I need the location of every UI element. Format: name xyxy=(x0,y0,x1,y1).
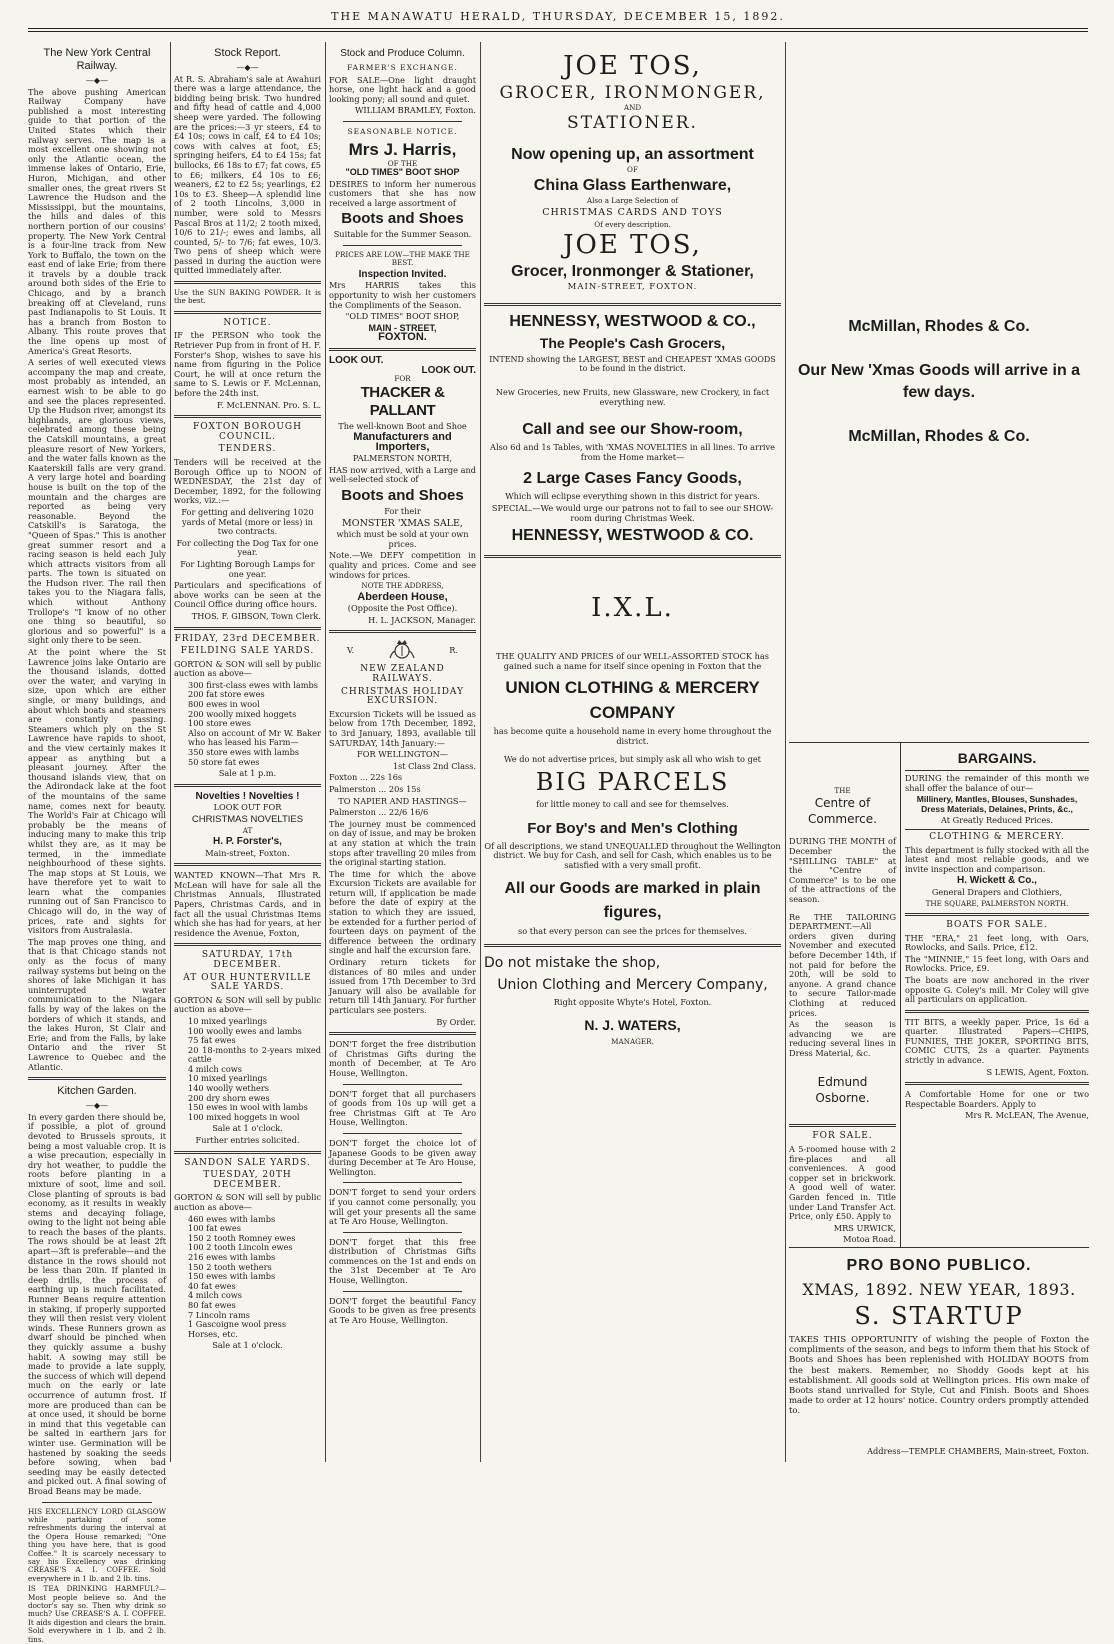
waters-name: N. J. WATERS, xyxy=(584,1016,681,1033)
sale-item: 100 fat ewes xyxy=(188,1223,241,1234)
advert-text: Use the SUN BAKING POWDER. It is the best. xyxy=(174,288,321,306)
mcmillan-heading: McMillan, Rhodes & Co. xyxy=(848,318,1030,335)
joe-tos-heading: JOE TOS, xyxy=(563,51,702,81)
novelties-text: LOOK OUT FOR xyxy=(213,802,282,813)
novelties-address: Main-street, Foxton. xyxy=(205,847,290,858)
wanted-text: WANTED KNOWN—That Mrs R. McLean will have for sale all the Christmas Annuals, Illustrated Papers, Christmas Cards, and in fact all the usual Christmas Items which she has had for years, at her residence the Avenue, Foxton, xyxy=(174,870,321,938)
sale-date: FRIDAY, 23rd DECEMBER. xyxy=(174,633,321,644)
article-heading: Kitchen Garden. xyxy=(57,1085,137,1098)
railway-subheading: CHRISTMAS HOLIDAY EXCURSION. xyxy=(340,686,465,707)
column-divider xyxy=(325,42,326,1462)
sale-item: 350 store ewes with lambs xyxy=(188,747,300,758)
fare-row: Foxton ... 22s 16s xyxy=(329,772,403,783)
centre-of-commerce-ad: THE Centre of Commerce. DURING THE MONTH of December the "SHILLING TABLE" at the "Centre of Commerce" is to be one of the attractions of the season. Re THE TAILORING DEPARTMENT.—All orders given during November and executed before December 14th, if not paid for before the 20th, will be sold to anyone. A grand chance to secure Tailor-made Clothing at reduced prices. As the season is advancing we are reducing several lines in Dress Material, &c. Edmund Osborne. FOR SALE. A 5-roomed house with 2 fire-places and all conveniences. A good copper set in brickwork. A good well of water. Garden fenced in. Title under Land Transfer Act. Price, only £50. Apply to MRS URWICK, Motoa Road. xyxy=(789,786,896,1245)
advert-text: HIS EXCELLENCY LORD GLASGOW while partaking of some refreshments during the interval at the Opera House remarked; "One thing you have here, that is good Coffee." It is scarcely necessary to say his Excellency was drinking CREASE'S A. I. COFFEE. Sold everywhere in 1 lb. and 2 lb. tins. xyxy=(28,1506,166,1583)
sale-time: Sale at 1 p.m. xyxy=(218,768,277,779)
fare-row: Palmerston ... 22/6 16/6 xyxy=(329,807,429,818)
sale-item: 216 ewes with lambs xyxy=(188,1251,276,1262)
startup-ad: PRO BONO PUBLICO. XMAS, 1892. NEW YEAR, 1893. S. STARTUP TAKES THIS OPPORTUNITY of wishing the people of Foxton the compliments of the season, and begs to inform them that his Stock of Boots and Shoes has been replenished with HOLIDAY BOOTS from the best makers. Remember, no Shoddy Goods kept at his establishment. All goods sold at Wellington prices. His own make of Boots stand unrivalled for Style, Cut and Finish. Boots and Shoes made to order at 12 hours' notice. Country orders promptly attended to. Address—TEMPLE CHAMBERS, Main-street, Foxton. xyxy=(789,1257,1089,1456)
column-2: Stock Report. —◆— At R. S. Abraham's sale at Awahuri there was a large attendance, the bidding being brisk. Two hundred and fifty head of cattle and 4,000 sheep were yarded. The following are the prices:—3 yr steers, £4 to £4 10s; cows in calf, £4 to £4 10s; cows with calves at foot, £5; springing heifers, £4 to £4 15s; fat bullocks, £6 18s to £7; fat cows, £5 to £6; milkers, £4 10s to £6; weaners, £2 to £2 5s; yearlings, £2 10s to £3. Sheep—A splendid line of 2 tooth Lincolns, 3,000 in number, were sold to Messrs Pascal Bros at 11/2; 2 tooth mixed, 10/6 to 21/-; ewes and lambs, all counted, 5/- to 7/6; fat ewes, 10/3. Two pens of sheep which were passed in during the auction were quitted immediately after. Use the SUN BAKING POWDER. It is the best. NOTICE. IF the PERSON who took the Retriever Pup from in front of H. F. Forster's Shop, wishes to save his name from figuring in the Police Court, he will at once return the same to S. Lewis or F. McLennan, before the 24th inst. F. McLENNAN. Pro. S. L. FOXTON BOROUGH COUNCIL. TENDERS. Tenders will be received at the Borough Office up to NOON of WEDNESDAY, the 21st day of December, 1892, for the following works, viz.:— For getting and delivering 1020 yards of Metal (more or less) in two contracts. For collecting the Dog Tax for one year. For Lighting Borough Lamps for one year. Particulars and specifications of above works can be seen at the Council Office during office hours. THOS. F. GIBSON, Town Clerk. FRIDAY, 23rd DECEMBER. FEILDING SALE YARDS. GORTON & SON will sell by public auction as above— 300 first-class ewes with lambs 200 fat store ewes 800 ewes in wool 200 woolly mixed hoggets 100 store ewes Also on account of Mr W. Baker who has leased his Farm— 350 store ewes with lambs 50 store fat ewes Sale at 1 p.m. Novelties ! Novelties ! LOOK OUT FOR CHRISTMAS NOVELTIES AT H. P. Forster's, Main-street, Foxton. WANTED KNOWN—That Mrs R. McLean will have for sale all the Christmas Annuals, Illustrated Papers, Christmas Cards, and in fact all the usual Christmas Items which she has had for years, at her residence the Avenue, Foxton, SATURDAY, 17th DECEMBER. AT OUR HUNTERVILLE SALE YARDS. GORTON & SON will sell by public auction as above— 10 mixed yearlings 100 woolly ewes and lambs 75 fat ewes 20 18-months to 2-years mixed cattle 4 milch cows 10 mixed yearlings 140 woolly wethers 200 dry shorn ewes 150 ewes in wool with lambs 100 mixed hoggets in wool Sale at 1 o'clock. Further entries solicited. SANDON SALE YARDS. TUESDAY, 20TH DECEMBER. GORTON & SON will sell by public auction as above— 460 ewes with lambs 100 fat ewes 150 2 tooth Romney ewes 100 2 tooth Lincoln ewes 216 ewes with lambs 150 2 tooth wethers 150 ewes with lambs 40 fat ewes 4 milch cows 80 fat ewes 7 Lincoln rams 1 Gascoigne wool press Horses, etc. Sale at 1 o'clock. xyxy=(174,47,321,1351)
article-paragraph: The above pushing American Railway Company have published a most interesting guide to that portion of the United States which their railway serves. The map is a most excellent one showing not only the Atlantic ocean, the immense lakes of Ontario, Erie, Huron, Michigan, and other smaller ones, the great rivers St Lawrence the Hudson and the Mississippi, but the mountains, the hills and dales of this northern portion of our cousins' property. The New York Central is a four-line track from New York to Buffalo, the town on the east end of lake Erie; from there it travels by a double track around both sides of the Erie to Chicago, and by a branch breaking off at Cleveland, runs past Indianapolis to St Louis. It has a branch from Boston to Albany. This route proves that the line opens up most of America's Great Resorts. xyxy=(28,86,166,356)
council-text: Particulars and specifications of above works can be seen at the Council Office during office hours. xyxy=(174,580,321,610)
union-clothing-heading: UNION CLOTHING & MERCERY COMPANY xyxy=(505,678,760,723)
sale-item: 4 milch cows xyxy=(188,1063,242,1074)
sale-item: 50 store fat ewes xyxy=(188,756,260,767)
sale-intro: GORTON & SON will sell by public auction as above— xyxy=(174,994,321,1015)
sale-item: Also on account of Mr W. Baker who has leased his Farm— xyxy=(188,727,321,748)
masthead-rule-2 xyxy=(28,31,1088,32)
sale-item: 80 fat ewes xyxy=(188,1299,236,1310)
column-divider xyxy=(785,42,786,1462)
sale-item: 150 2 tooth Romney ewes xyxy=(188,1232,296,1243)
notice-heading: SEASONABLE NOTICE. xyxy=(347,126,458,136)
sale-item: 150 ewes in wool with lambs xyxy=(188,1102,308,1113)
notice-text: IF the PERSON who took the Retriever Pup from in front of H. F. Forster's Shop, wishes to save his name from figuring in the Police Court, he will at once return the same to S. Lewis or F. McLennan, before the 24th inst. xyxy=(174,330,321,399)
sale-item: 150 2 tooth wethers xyxy=(188,1261,272,1272)
article-heading: The New York Central Railway. xyxy=(43,47,151,72)
forsale-signature: WILLIAM BRAMLEY, Foxton. xyxy=(355,105,476,116)
sale-item: 200 fat store ewes xyxy=(188,689,265,700)
joe-tos-heading: JOE TOS, xyxy=(563,230,702,261)
fare-row: Palmerston ... 20s 15s xyxy=(329,783,421,794)
harris-boots: Boots and Shoes xyxy=(341,210,464,228)
dont-forget-text: DON'T forget the beautiful Fancy Goods to be given as free presents at Te Aro House, Wellington. xyxy=(329,1295,476,1325)
sale-item: 10 mixed yearlings xyxy=(188,1015,267,1026)
article-paragraph: At the point where the St Lawrence joins lake Ontario are the thousand islands, dotted over the water, and varying in size, upon which are either single, or many buildings, and about which boats and steamers are constantly passing. Steamers which ply on the St Lawrence have rapids to shoot, and the view certainly makes it appear as anything but a pleasant journey. After the thousand islands view, that on the Adirondack lake at the foot of the mountains of the same name, comes next for beauty. The World's Fair at Chicago will probably be the means of inducing many to make this trip whilst they are, as it may be termed, in the immediate neighbourhood of these sights. The map stops at St Louis, we have therefore yet to wait to learn what the companies running out of San Francisco to Chicago will do, in the way of prices, rate and sights for visitors from Australasia. xyxy=(28,647,166,936)
masthead-rule xyxy=(28,28,1088,29)
column-divider xyxy=(170,42,171,1462)
harris-text: DESIRES to inform her numerous customers that she has now received a large assortment of xyxy=(329,178,476,208)
masthead: THE MANAWATU HERALD, THURSDAY, DECEMBER 15, 1892. xyxy=(331,10,785,23)
dont-forget-text: DON'T forget the free distribution of Christmas Gifts during the month of December, at Te Aro House, Wellington. xyxy=(329,1039,476,1078)
sale-item: 20 18-months to 2-years mixed cattle xyxy=(188,1044,321,1065)
sale-item: 200 dry shorn ewes xyxy=(188,1092,270,1103)
sale-item: 7 Lincoln rams xyxy=(188,1309,250,1320)
article-heading: Stock Report. xyxy=(214,47,281,59)
notice-heading: NOTICE. xyxy=(223,317,272,328)
royal-crest-icon xyxy=(387,638,417,662)
column-5: McMillan, Rhodes & Co. Our New 'Xmas Goods will arrive in a few days. McMillan, Rhodes & Co. THE Centre of Commerce. DURING THE MONTH of December the "SHILLING TABLE" at the "Centre of Commerce" is to be one of the attractions of the season. Re THE TAILORING DEPARTMENT.—All orders given during November and executed before December 14th, if not paid for before the 20th, will be sold to anyone. A grand chance to secure Tailor-made Clothing at reduced prices. As the season is advancing we are reducing several lines in Dress Material, &c. Edmund Osborne. FOR SALE. A 5-roomed house with 2 fire-places and all conveniences. A good copper set in brickwork. A good well of water. Garden fenced in. Title under Land Transfer Act. Price, only £50. Apply to MRS URWICK, Motoa Road. BARGAINS. DURING the remainder of this month we shall offer the balance of our— Millinery, Mantles, Blouses, Sunshades, Dress Materials, Delaines, Prints, &c., At Greatly Reduced Prices. CLOTHING & MERCERY. This department is fully stocked with all the latest and most reliable goods, and we invite inspection and comparison. H. Wickett & Co., General Drapers and Clothiers, THE SQUARE, PALMERSTON NORTH. BOATS FOR SALE. THE "ERA," 21 feet long, with Oars, Rowlocks, and Sails. Price, £12. The "MINNIE," 15 feet long, with Oars and Rowlocks. Price, £9. The boats are now anchored in the river opposite G. Coley's mill. Mr Coley will give all particulars on application. TIT BITS, a weekly paper. Price, 1s 6d a quarter. Illustrated Papers—CHIPS, FUNNIES, THE JOKER, SPORTING BITS, COMIC CUTS, 2s a quarter. Payments strictly in advance. S LEWIS, Agent, Foxton. A Comfortable Home for one or two Respectable Boarders. Apply to Mrs R. McLEAN, The Avenue, PRO BONO PUBLICO. XMAS, 1892. NEW YEAR, 1893. S. STARTUP TAKES THIS OPPORTUNITY of wishing the people of Foxton the compliments of the season, and begs to inform them that his Stock of Boots and Shoes has been replenished with HOLIDAY BOOTS from the best makers. Remember, no Shoddy Goods kept at his establishment. All goods sold at Wellington prices. His own make of Boots stand unrivalled for Style, Cut and Finish. Boots and Shoes made to order at 12 hours' notice. Country orders promptly attended to. Address—TEMPLE CHAMBERS, Main-street, Foxton. xyxy=(789,44,1089,1464)
dont-forget-text: DON'T forget to send your orders if you cannot come personally, you will get your presents all the same at Te Aro House, Wellington. xyxy=(329,1187,476,1227)
bargains-heading: BARGAINS. xyxy=(957,750,1037,766)
sale-item: 100 store ewes xyxy=(188,718,251,729)
harris-name: Mrs J. Harris, xyxy=(348,139,457,159)
sale-list xyxy=(174,1215,321,1340)
novelties-heading: Novelties ! Novelties ! xyxy=(195,790,300,802)
article-paragraph: The map proves one thing, and that is that Chicago stands not only as the focus of many railway systems but being on the shores of lake Michigan it has uninterrupted water communication to the Niagara falls by way of the lakes on the borders of which it stands, and the lakes Huron, St Clair and Erie; and from the Falls, by lake Ontario and the river St Lawrence to Quebec and the Atlantic. xyxy=(28,936,166,1072)
sale-list xyxy=(174,681,321,767)
dont-forget-text: DON'T forget that this free distribution of Christmas Gifts commences on the 1st and ends on the 31st December at Te Aro House, Wellington. xyxy=(329,1236,476,1286)
sale-item: 140 woolly wethers xyxy=(188,1083,269,1094)
article-paragraph: In every garden there should be, if possible, a plot of ground devoted to Brussels sprouts, it being a most valuable crop. It is a wise precaution, especially in dry hot weather, to puddle the roots before planting in a mixture of soot, lime and soil. Close planting of sprouts is bad economy, as it results in weakly stems and decaying foliage, owing to the light not being able to reach the bases of the plants. The rows should be at least 2ft apart—3ft is preferable—and the distance in the rows should not be less than 20in. If planted in deep drills, the process of earthing up is much facilitated. Runner Beans require attention in staking, if properly supported they will then resist very violent winds. These Runners grown as dwarf should be pinched when they quickly assume a bushy habit. A sowing may still be made to provide a late supply, the success of which will depend much on the early or late occurrence of autumn frost. If more are produced than can be at once used, it should be borne in mind that this vegetable can be salted in earthern jars for winter use. Germination will be hastened by soaking the seeds before sowing, when bad seeding may be easily detected and picked out. A final sowing of Broad Beans may be made. xyxy=(28,1111,166,1496)
pro-bono-heading: PRO BONO PUBLICO. xyxy=(846,1257,1032,1274)
sale-item: 300 first-class ewes with lambs xyxy=(188,679,318,690)
council-heading: FOXTON BOROUGH COUNCIL. xyxy=(193,422,302,442)
forsale-text: FOR SALE—One light draught horse, one light hack and a good looking pony; all sound and quiet. xyxy=(329,74,476,104)
column-divider xyxy=(480,42,481,1462)
article-paragraph: At R. S. Abraham's sale at Awahuri there was a large attendance, the bidding being brisk. Two hundred and fifty head of cattle and 4,000 sheep were yarded. The following are the prices:—3 yr steers, £4 to £4 10s; cows in calf, £4 to £4 10s; cows with calves at foot, £5; springing heifers, £4 to £4 15s; fat bullocks, £6 18s to £7; fat cows, £5 to £6; milkers, £4 10s to £6; weaners, £2 to £2 5s; yearlings, £2 10s to £3. Sheep—A splendid line of 2 tooth Lincolns, 3,000 in number, were sold to Messrs Pascal Bros at 11/2; 2 tooth mixed, 10/6 to 21/-; ewes and lambs, all counted, 5/- to 7/6; fat ewes, 10/3. Two pens of sheep which were passed in during the auction were quitted immediately after. xyxy=(174,73,321,276)
sale-item: 10 mixed yearlings xyxy=(188,1073,267,1084)
sale-time: Sale at 1 o'clock. xyxy=(212,1123,283,1134)
council-item: For getting and delivering 1020 yards of Metal (more or less) in two contracts. xyxy=(181,506,314,537)
sale-item: Horses, etc. xyxy=(188,1328,238,1339)
sale-intro: GORTON & SON will sell by public auction as above— xyxy=(174,658,321,679)
harris-inspection: Inspection Invited. xyxy=(358,268,447,280)
column-heading: Stock and Produce Column. xyxy=(340,48,465,59)
sale-item: 1 Gascoigne wool press xyxy=(188,1319,287,1330)
sale-item: 75 fat ewes xyxy=(188,1035,236,1046)
council-signature: THOS. F. GIBSON, Town Clerk. xyxy=(191,610,321,621)
dont-forget-text: DON'T forget the choice lot of Japanese Goods to be given away during December at Te Aro House, Wellington. xyxy=(329,1137,476,1177)
startup-name: S. STARTUP xyxy=(854,1302,1024,1330)
big-parcels-heading: BIG PARCELS xyxy=(535,768,730,797)
column-3: Stock and Produce Column. FARMER'S EXCHANGE. FOR SALE—One light draught horse, one light hack and a good looking pony; all sound and quiet. WILLIAM BRAMLEY, Foxton. SEASONABLE NOTICE. Mrs J. Harris, OF THE "OLD TIMES" BOOT SHOP DESIRES to inform her numerous customers that she has now received a large assortment of Boots and Shoes Suitable for the Summer Season. PRICES ARE LOW—THE MAKE THE BEST. Inspection Invited. Mrs HARRIS takes this opportunity to wish her customers the Compliments of the Season. "OLD TIMES" BOOT SHOP, MAIN - STREET, FOXTON. LOOK OUT. LOOK OUT. FOR THACKER & PALLANT The well-known Boot and Shoe Manufacturers and Importers, PALMERSTON NORTH, HAS now arrived, with a Large and well-selected stock of Boots and Shoes For their MONSTER 'XMAS SALE, which must be sold at your own prices. Note.—We DEFY competition in quality and prices. Come and see windows for prices. NOTE THE ADDRESS, Aberdeen House, (Opposite the Post Office). H. L. JACKSON, Manager. V. R. NEW ZEALAND RAILWAYS. CHRISTMAS HOLIDAY EXCURSION. Excursion Tickets will be issued as below from 17th December, 1892, to 3rd January, 1893, available till SATURDAY, 14th January:— FOR WELLINGTON— 1st Class 2nd Class. Foxton ... 22s 16s Palmerston ... 20s 15s TO NAPIER AND HASTINGS— Palmerston ... 22/6 16/6 The journey must be commenced on day of issue, and may be broken at any station at which the train stops after travelling 20 miles from the original starting station. The time for which the above Excursion Tickets are available for return will, if application be made before the date of expiry at the station to which they are issued, be extended for a further period of fourteen days on payment of the difference between the ordinary single and half the excursion fare. Ordinary return tickets for distances of 80 miles and under issued from 17th December to 3rd January will also be available for return till 14th January. For further particulars see posters. By Order. DON'T forget the free distribution of Christmas Gifts during the month of December, at Te Aro House, Wellington. DON'T forget that all purchasers of goods from 10s up will get a free Christmas Gift at Te Aro House, Wellington. DON'T forget the choice lot of Japanese Goods to be given away during December at Te Aro House, Wellington. DON'T forget to send your orders if you cannot come personally, you will get your presents all the same at Te Aro House, Wellington. DON'T forget that this free distribution of Christmas Gifts commences on the 1st and ends on the 31st December at Te Aro House, Wellington. DON'T forget the beautiful Fancy Goods to be given as free presents at Te Aro House, Wellington. xyxy=(329,48,476,1325)
look-out: LOOK OUT. xyxy=(329,354,384,366)
hennessy-heading: HENNESSY, WESTWOOD & CO., xyxy=(509,312,756,330)
council-text: Tenders will be received at the Borough Office up to NOON of WEDNESDAY, the 21st day of December, 1892, for the following works, viz.:— xyxy=(174,457,321,506)
sale-heading: AT OUR HUNTERVILLE SALE YARDS. xyxy=(183,972,312,993)
ixl-heading: I.X.L. xyxy=(591,593,674,624)
sale-intro: GORTON & SON will sell by public auction as above— xyxy=(174,1192,321,1212)
sale-time: Sale at 1 o'clock. xyxy=(212,1340,283,1351)
sale-item: 200 woolly mixed hoggets xyxy=(188,708,297,719)
sale-item: 100 mixed hoggets in wool xyxy=(188,1111,300,1122)
sale-list xyxy=(174,1017,321,1123)
sale-heading: SANDON SALE YARDS. xyxy=(184,1157,311,1168)
thacker-pallant-name: THACKER & PALLANT xyxy=(360,383,445,419)
sale-item: 40 fat ewes xyxy=(188,1280,236,1291)
column-1: The New York Central Railway. —◆— The above pushing American Railway Company have published a most interesting guide to that portion of the United States which their railway serves. The map is a most excellent one showing not only the Atlantic ocean, the immense lakes of Ontario, Erie, Huron, Michigan, and other smaller ones, the great rivers St Lawrence the Hudson and the Mississippi, but the mountains, the hills and dales of this northern portion of our cousins' property. The New York Central is a four-line track from New York to Buffalo, the town on the east end of lake Erie; from there it travels by a double track around both sides of the Erie to Chicago, and by a branch breaking off at Cleveland, runs past Indianapolis to St Louis. It has a branch from Boston to Albany. This route proves that the line opens up most of America's Great Resorts. A series of well executed views accompany the map and create, most probably as intended, an earnest wish to be able to go and see the places represented. Up the Hudson river, amongst its highlands, are glorious views, celebrated among these being the Catskill mountains, a great pleasure resort of New Yorkers, and the water falls known as the Kaaterskill falls are very grand. A very large hotel and boarding house is built on the top of the mountain and the charges are reported as being very reasonable. Beyond the Catskill's is Saratoga, the "Queen of Spas." This is another great summer resort and a racing season is held each July which attracts visitors from all parts. The town is situated on the Hudson river. The rail then takes you to the Niagara falls, which without Anthony Trollope's "I know of no other one thing so beautiful, so glorious and so powerful" is a sight only there to be seen. At the point where the St Lawrence joins lake Ontario are the thousand islands, dotted over the water, and varying in size, upon which are either single, or many buildings, and about which boats and steamers are constantly passing. Steamers which ply on the St Lawrence have rapids to shoot, and the view certainly makes it appear as anything but a pleasant journey. After the thousand islands view, that on the Adirondack lake at the foot of the mountains of the same name, comes next for beauty. The World's Fair at Chicago will probably be the means of inducing many to make this trip whilst they are, as it may be termed, in the immediate neighbourhood of these sights. The map stops at St Louis, we have therefore yet to wait to learn what the companies running out of San Francisco to Chicago will do, in the way of prices, rate and sights for visitors from Australasia. The map proves one thing, and that is that Chicago stands not only as the focus of many railway systems but being on the shores of lake Michigan it has uninterrupted water communication to the Niagara falls by way of the lakes on the borders of which it stands, and the lakes Huron, St Clair and Erie; and from the Falls, by lake Ontario and the river St Lawrence to Quebec and the Atlantic. Kitchen Garden. —◆— In every garden there should be, if possible, a plot of ground devoted to Brussels sprouts, it being a most valuable crop. It is a wise precaution, especially in dry hot weather, to puddle the roots before planting in a mixture of soot, lime and soil. Close planting of sprouts is bad economy, as it results in weakly stems and decaying foliage, owing to the light not being able to reach the bases of the plants. The rows should be at least 2ft apart—3ft is preferable—and the distance in the rows should not be less than 20in. If planted in deep drills, the process of earthing up is much facilitated. Runner Beans require attention in staking, if properly supported they will then resist very violent winds. These Runners grown as dwarf should be pinched when they quickly assume a bushy habit. A sowing may still be made to provide a late supply, the success of which will depend much on the early or late occurrence of autumn frost. If more are produced than can be at once used, it should be borne in mind that this vegetable can be salted in earthern jars for winter use. Germination will be hastened by soaking the seeds before sowing, when bad seeding may be easily detected and picked out. A final sowing of Broad Beans may be made. HIS EXCELLENCY LORD GLASGOW while partaking of some refreshments during the interval at the Opera House remarked; "One thing you have here, that is good Coffee." It is scarcely necessary to say his Excellency was drinking CREASE'S A. I. COFFEE. Sold everywhere in 1 lb. and 2 lb. tins. IS TEA DRINKING HARMFUL?—Most people believe so. And the doctor's say so. Then why drink so much? Use CREASE'S A. I. COFFEE. It aids digestion and clears the brain. Sold everywhere in 1 lb. and 2 lb. tins. xyxy=(28,47,166,1644)
sale-item: 100 2 tooth Lincoln ewes xyxy=(188,1242,293,1253)
council-item: For collecting the Dog Tax for one year. xyxy=(176,537,319,558)
council-item: For Lighting Borough Lamps for one year. xyxy=(180,558,315,579)
council-subheading: TENDERS. xyxy=(218,444,277,455)
harris-shop: "OLD TIMES" BOOT SHOP xyxy=(345,166,460,177)
advert-text: IS TEA DRINKING HARMFUL?—Most people believe so. And the doctor's say so. Then why drink so much? Use CREASE'S A. I. COFFEE. It aids digestion and clears the brain. Sold everywhere in 1 lb. and 2 lb. tins. xyxy=(28,1584,166,1644)
novelties-name: H. P. Forster's, xyxy=(213,836,282,847)
osborne-name: Edmund Osborne. xyxy=(815,1075,870,1106)
sale-item: 150 ewes with lambs xyxy=(188,1271,276,1282)
sale-item: 460 ewes with lambs xyxy=(188,1213,276,1224)
sale-date: TUESDAY, 20TH DECEMBER. xyxy=(203,1170,292,1190)
sale-heading: FEILDING SALE YARDS. xyxy=(180,646,315,657)
look-out: LOOK OUT. xyxy=(421,364,476,376)
sale-item: 800 ewes in wool xyxy=(188,699,260,710)
dont-forget-text: DON'T forget that all purchasers of goods from 10s up will get a free Christmas Gift at Te Aro House, Wellington. xyxy=(329,1088,476,1128)
column-subheading: FARMER'S EXCHANGE. xyxy=(347,63,458,72)
royal-crest-row: V. R. xyxy=(329,638,476,662)
wickett-name: H. Wickett & Co., xyxy=(957,875,1037,887)
article-paragraph: A series of well executed views accompany the map and create, most probably as intended, an earnest wish to be able to go and see the places represented. Up the Hudson river, amongst its highlands, are glorious views, celebrated among these being the Catskill mountains, a great pleasure resort of New Yorkers, and the water falls known as the Kaaterskill falls are very grand. A very large hotel and boarding house is built on the top of the mountain and the charges are reported as being very reasonable. Beyond the Catskill's is Saratoga, the "Queen of Spas." This is another great summer resort and a racing season is held each July which attracts visitors from all parts. The town is situated on the Hudson river. The rail then takes you to the Niagara falls, which without Anthony Trollope's "I know of no other one thing so beautiful, so glorious and so powerful" is a sight only there to be seen. xyxy=(28,357,166,646)
bargains-ad: BARGAINS. DURING the remainder of this month we shall offer the balance of our— Millinery, Mantles, Blouses, Sunshades, Dress Materials, Delaines, Prints, &c., At Greatly Reduced Prices. CLOTHING & MERCERY. This department is fully stocked with all the latest and most reliable goods, and we invite inspection and comparison. H. Wickett & Co., General Drapers and Clothiers, THE SQUARE, PALMERSTON NORTH. BOATS FOR SALE. THE "ERA," 21 feet long, with Oars, Rowlocks, and Sails. Price, £12. The "MINNIE," 15 feet long, with Oars and Rowlocks. Price, £9. The boats are now anchored in the river opposite G. Coley's mill. Mr Coley will give all particulars on application. TIT BITS, a weekly paper. Price, 1s 6d a quarter. Illustrated Papers—CHIPS, FUNNIES, THE JOKER, SPORTING BITS, COMIC CUTS, 2s a quarter. Payments strictly in advance. S LEWIS, Agent, Foxton. A Comfortable Home for one or two Respectable Boarders. Apply to Mrs R. McLEAN, The Avenue, xyxy=(905,750,1089,1121)
sale-item: 100 woolly ewes and lambs xyxy=(188,1025,302,1036)
railway-heading: NEW ZEALAND RAILWAYS. xyxy=(360,664,445,684)
column-4: JOE TOS, GROCER, IRONMONGER, AND STATIONER. Now opening up, an assortment OF China Glass Earthenware, Also a Large Selection of CHRISTMAS CARDS AND TOYS Of every description. JOE TOS, Grocer, Ironmonger & Stationer, MAIN-STREET, FOXTON. HENNESSY, WESTWOOD & CO., The People's Cash Grocers, INTEND showing the LARGEST, BEST and CHEAPEST 'XMAS GOODS to be found in the district. New Groceries, new Fruits, new Glassware, new Crockery, in fact everything new. Call and see our Show-room, Also 6d and 1s Tables, with 'XMAS NOVELTIES in all lines. To arrive from the Home market— 2 Large Cases Fancy Goods, Which will eclipse everything shown in this district for years. SPECIAL.—We would urge our patrons not to fail to see our SHOW-room during Christmas Week. HENNESSY, WESTWOOD & CO. I.X.L. THE QUALITY AND PRICES of our WELL-ASSORTED STOCK has gained such a name for itself since opening in Foxton that the UNION CLOTHING & MERCERY COMPANY has become quite a household name in every home throughout the district. We do not advertise prices, but simply ask all who wish to get BIG PARCELS for little money to call and see for themselves. For Boy's and Men's Clothing Of all descriptions, we stand UNEQUALLED throughout the Wellington district. We buy for Cash, and sell for Cash, which enables us to be satisfied with a very small profit. All our Goods are marked in plain figures, so that every person can see the prices for themselves. Do not mistake the shop, Union Clothing and Mercery Company, Right opposite Whyte's Hotel, Foxton. N. J. WATERS, MANAGER. xyxy=(484,51,781,1046)
sale-date: SATURDAY, 17th DECEMBER. xyxy=(201,950,294,970)
hennessy-heading: HENNESSY, WESTWOOD & CO. xyxy=(511,527,754,545)
notice-signature: F. McLENNAN. Pro. S. L. xyxy=(216,399,321,410)
sale-item: 4 milch cows xyxy=(188,1290,242,1301)
novelties-text: AT xyxy=(242,825,253,835)
sale-note: Further entries solicited. xyxy=(195,1135,300,1146)
mcmillan-heading: McMillan, Rhodes & Co. xyxy=(848,428,1030,445)
novelties-text: CHRISTMAS NOVELTIES xyxy=(191,814,304,825)
